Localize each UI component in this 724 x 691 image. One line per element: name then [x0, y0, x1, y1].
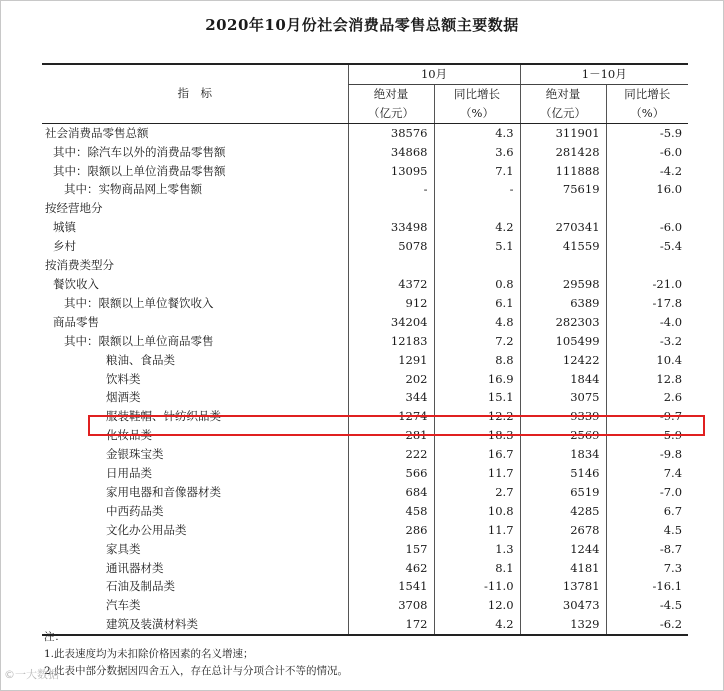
cell-value-ytd: 13781: [520, 577, 606, 596]
cell-growth-ytd: 16.0: [606, 180, 688, 199]
header-period-october-label: 10月: [420, 67, 448, 81]
cell-value-ytd: 282303: [520, 313, 606, 332]
cell-value-oct: 172: [348, 615, 434, 635]
table-row: [42, 294, 688, 313]
cell-growth-ytd: 4.5: [606, 521, 688, 540]
cell-growth-oct: -11.0: [434, 577, 520, 596]
cell-value-ytd: [520, 199, 606, 218]
cell-value-oct: 222: [348, 445, 434, 464]
cell-growth-oct: 1.3: [434, 540, 520, 559]
cell-value-oct: 34204: [348, 313, 434, 332]
cell-value-oct: 462: [348, 559, 434, 578]
cell-growth-ytd: 5.9: [606, 426, 688, 445]
row-label: 按消费类型分: [45, 258, 114, 273]
cell-growth-ytd: 6.7: [606, 502, 688, 521]
cell-growth-oct: 4.2: [434, 218, 520, 237]
cell-growth-ytd: 2.6: [606, 388, 688, 407]
cell-value-oct: 684: [348, 483, 434, 502]
cell-growth-ytd: 12.8: [606, 370, 688, 389]
cell-growth-oct: 0.8: [434, 275, 520, 294]
cell-value-oct: 458: [348, 502, 434, 521]
cell-value-ytd: 6389: [520, 294, 606, 313]
table-row: [42, 407, 688, 426]
row-label: 建筑及装潢材料类: [42, 615, 348, 635]
row-label: 饮料类: [106, 371, 141, 386]
cell-value-oct: -: [348, 180, 434, 199]
cell-growth-oct: 16.7: [434, 445, 520, 464]
table-row: [42, 483, 688, 502]
cell-growth-oct: 18.3: [434, 426, 520, 445]
header-period-jan-oct: [520, 64, 688, 84]
table-row: [42, 256, 688, 275]
cell-growth-oct: 4.2: [434, 615, 520, 635]
table-row: [42, 464, 688, 483]
cell-value-oct: 286: [348, 521, 434, 540]
cell-growth-oct: 8.8: [434, 351, 520, 370]
cell-value-ytd: 3075: [520, 388, 606, 407]
cell-value-ytd: 30473: [520, 596, 606, 615]
cell-value-ytd: 1329: [520, 615, 606, 635]
cell-growth-oct: 7.1: [434, 162, 520, 181]
cell-growth-oct: 15.1: [434, 388, 520, 407]
row-label: 文化办公用品类: [106, 522, 187, 537]
table-row: [42, 577, 688, 596]
cell-growth-oct: 16.9: [434, 370, 520, 389]
header-indicator: 指 标: [42, 64, 348, 123]
table-body: [42, 123, 688, 635]
cell-value-oct: 1274: [348, 407, 434, 426]
cell-value-oct: 202: [348, 370, 434, 389]
cell-growth-ytd: -5.9: [606, 123, 688, 142]
cell-value-oct: 1541: [348, 577, 434, 596]
cell-growth-oct: [434, 199, 520, 218]
cell-growth-oct: 3.6: [434, 143, 520, 162]
cell-growth-ytd: 7.3: [606, 559, 688, 578]
row-label: 其中：实物商品网上零售额: [64, 182, 202, 197]
cell-growth-oct: 12.2: [434, 407, 520, 426]
table-row: [42, 351, 688, 370]
cell-growth-ytd: -17.8: [606, 294, 688, 313]
row-label: 通讯器材类: [106, 560, 164, 575]
cell-growth-oct: 8.1: [434, 559, 520, 578]
cell-growth-oct: 6.1: [434, 294, 520, 313]
cell-growth-ytd: 10.4: [606, 351, 688, 370]
table-row: [42, 445, 688, 464]
cell-value-oct: 157: [348, 540, 434, 559]
row-label: 汽车类: [106, 598, 141, 613]
footnotes: [44, 629, 348, 680]
cell-value-ytd: 1244: [520, 540, 606, 559]
cell-value-ytd: 2678: [520, 521, 606, 540]
cell-value-ytd: 2569: [520, 426, 606, 445]
cell-value-ytd: [520, 256, 606, 275]
cell-value-ytd: 6519: [520, 483, 606, 502]
table-row: [42, 596, 688, 615]
cell-value-oct: 13095: [348, 162, 434, 181]
cell-value-oct: 4372: [348, 275, 434, 294]
cell-growth-ytd: -4.0: [606, 313, 688, 332]
cell-growth-oct: 4.8: [434, 313, 520, 332]
header-abs-1: 绝对量 （亿元）: [348, 84, 434, 123]
cell-growth-ytd: -5.4: [606, 237, 688, 256]
row-label: 石油及制品类: [106, 579, 175, 594]
cell-growth-oct: -: [434, 180, 520, 199]
cell-value-ytd: 12422: [520, 351, 606, 370]
footnote-heading: 注：: [44, 631, 65, 643]
row-label: 金银珠宝类: [106, 447, 164, 462]
retail-sales-table: [42, 63, 688, 636]
cell-growth-oct: 10.8: [434, 502, 520, 521]
cell-value-oct: 33498: [348, 218, 434, 237]
cell-value-oct: 912: [348, 294, 434, 313]
cell-value-ytd: 41559: [520, 237, 606, 256]
cell-growth-ytd: -8.7: [606, 540, 688, 559]
cell-growth-ytd: 7.4: [606, 464, 688, 483]
table-row: [42, 180, 688, 199]
row-label: 乡村: [53, 239, 76, 254]
cell-growth-ytd: -6.0: [606, 143, 688, 162]
cell-growth-ytd: -6.0: [606, 218, 688, 237]
cell-value-oct: 3708: [348, 596, 434, 615]
row-label: 其中：限额以上单位商品零售: [64, 333, 214, 348]
cell-value-ytd: 1834: [520, 445, 606, 464]
row-label: 服装鞋帽、针纺织品类: [106, 409, 221, 424]
table-row: [42, 521, 688, 540]
cell-growth-oct: 12.0: [434, 596, 520, 615]
cell-growth-ytd: -7.0: [606, 483, 688, 502]
row-label: 城镇: [53, 220, 76, 235]
cell-growth-ytd: [606, 256, 688, 275]
cell-value-ytd: 5146: [520, 464, 606, 483]
row-label: 餐饮收入: [53, 276, 99, 291]
cell-growth-ytd: -9.7: [606, 407, 688, 426]
cell-growth-oct: 11.7: [434, 464, 520, 483]
row-label: 化妆品类: [106, 428, 152, 443]
cell-growth-ytd: -4.2: [606, 162, 688, 181]
cell-value-oct: [348, 256, 434, 275]
cell-growth-oct: 2.7: [434, 483, 520, 502]
cell-growth-oct: 4.3: [434, 123, 520, 142]
table-row: [42, 332, 688, 351]
header-yoy-1: 同比增长 （%）: [434, 84, 520, 123]
row-label: 家具类: [106, 541, 141, 556]
cell-value-ytd: 4181: [520, 559, 606, 578]
table-row: [42, 559, 688, 578]
cell-growth-ytd: -3.2: [606, 332, 688, 351]
row-label: 中西药品类: [106, 503, 164, 518]
cell-value-ytd: 270341: [520, 218, 606, 237]
cell-growth-ytd: [606, 199, 688, 218]
table-row: [42, 388, 688, 407]
table-row: [42, 162, 688, 181]
cell-growth-oct: 7.2: [434, 332, 520, 351]
cell-value-ytd: 311901: [520, 123, 606, 142]
header-yoy-2: 同比增长 （%）: [606, 84, 688, 123]
row-label: 烟酒类: [106, 390, 141, 405]
cell-value-oct: 281: [348, 426, 434, 445]
header-period-jan-oct-label: 1－10月: [581, 67, 627, 81]
cell-value-oct: 1291: [348, 351, 434, 370]
cell-value-ytd: 29598: [520, 275, 606, 294]
cell-value-oct: [348, 199, 434, 218]
watermark: ©一大数据: [4, 668, 59, 681]
table-row: [42, 313, 688, 332]
cell-value-ytd: 105499: [520, 332, 606, 351]
table-row: [42, 540, 688, 559]
cell-growth-oct: 5.1: [434, 237, 520, 256]
cell-growth-ytd: -6.2: [606, 615, 688, 635]
row-label: 粮油、食品类: [106, 352, 175, 367]
table-row: [42, 502, 688, 521]
cell-growth-oct: 11.7: [434, 521, 520, 540]
row-label: 按经营地分: [45, 201, 103, 216]
cell-value-ytd: 281428: [520, 143, 606, 162]
cell-value-ytd: 4285: [520, 502, 606, 521]
cell-growth-ytd: -9.8: [606, 445, 688, 464]
cell-value-ytd: 75619: [520, 180, 606, 199]
row-label: 其中：限额以上单位餐饮收入: [64, 295, 214, 310]
cell-value-oct: 344: [348, 388, 434, 407]
table-row: [42, 199, 688, 218]
row-label: 其中：限额以上单位消费品零售额: [53, 163, 226, 178]
header-abs-2: 绝对量 （亿元）: [520, 84, 606, 123]
cell-value-oct: 566: [348, 464, 434, 483]
table-row: [42, 123, 688, 142]
row-label: 商品零售: [53, 314, 99, 329]
cell-growth-ytd: -16.1: [606, 577, 688, 596]
table-row: [42, 275, 688, 294]
table-row: [42, 426, 688, 445]
header-period-october: [348, 64, 520, 84]
table-row: [42, 370, 688, 389]
cell-value-oct: 5078: [348, 237, 434, 256]
cell-value-ytd: 1844: [520, 370, 606, 389]
cell-growth-oct: [434, 256, 520, 275]
row-label: 日用品类: [106, 466, 152, 481]
row-label: 家用电器和音像器材类: [106, 484, 221, 499]
cell-growth-ytd: -4.5: [606, 596, 688, 615]
table-row: [42, 143, 688, 162]
cell-value-ytd: 9339: [520, 407, 606, 426]
footnote-1: 1.此表速度均为未扣除价格因素的名义增速；: [44, 648, 254, 660]
cell-value-oct: 34868: [348, 143, 434, 162]
cell-value-oct: 38576: [348, 123, 434, 142]
document-title: 2020年10月份社会消费品零售总额主要数据: [205, 16, 519, 34]
row-label: 其中：除汽车以外的消费品零售额: [53, 144, 226, 159]
table-row: [42, 237, 688, 256]
table-row: [42, 218, 688, 237]
row-label: 社会消费品零售总额: [45, 125, 149, 140]
cell-value-oct: 12183: [348, 332, 434, 351]
cell-growth-ytd: -21.0: [606, 275, 688, 294]
footnote-2: 2.此表中部分数据因四舍五入，存在总计与分项合计不等的情况。: [44, 665, 349, 677]
cell-value-ytd: 111888: [520, 162, 606, 181]
